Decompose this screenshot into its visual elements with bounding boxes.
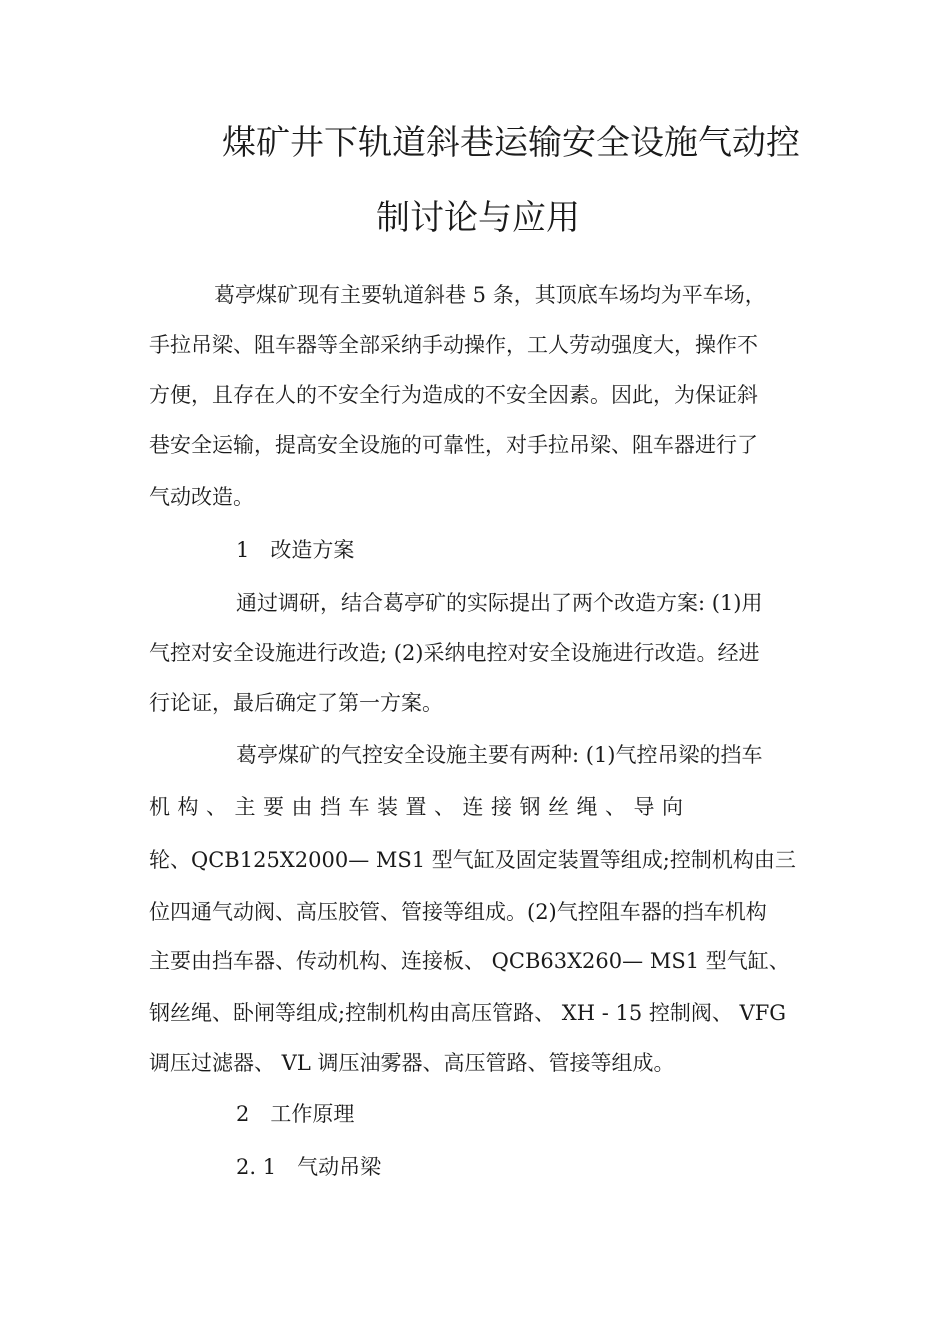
- paragraph-3-line-2: 机构、主要由挡车装置、连接钢丝绳、导向: [149, 795, 691, 819]
- section-heading-1: 1 改造方案: [236, 538, 355, 562]
- paragraph-1-line-5: 气动改造。: [149, 485, 254, 509]
- paragraph-1-line-2: 手拉吊梁、阻车器等全部采纳手动操作，工人劳动强度大，操作不: [149, 333, 758, 357]
- paragraph-1-line-3: 方便，且存在人的不安全行为造成的不安全因素。因此，为保证斜: [149, 383, 758, 407]
- subsection-heading-2-1: 2. 1 气动吊梁: [236, 1155, 382, 1179]
- paragraph-3-line-3: 轮、QCB125X2000— MS1 型气缸及固定装置等组成;控制机构由三: [149, 848, 796, 872]
- paragraph-2-line-3: 行论证，最后确定了第一方案。: [149, 691, 443, 715]
- document-title-line-1: 煤矿井下轨道斜巷运输安全设施气动控: [222, 123, 800, 163]
- paragraph-3-line-5: 主要由挡车器、传动机构、连接板、 QCB63X260— MS1 型气缸、: [149, 949, 790, 973]
- paragraph-3-line-6: 钢丝绳、卧闸等组成;控制机构由高压管路、 XH - 15 控制阀、 VFG: [149, 1001, 787, 1025]
- paragraph-3-line-7: 调压过滤器、 VL 调压油雾器、高压管路、管接等组成。: [149, 1051, 675, 1075]
- paragraph-2-line-1: 通过调研，结合葛亭矿的实际提出了两个改造方案: (1)用: [236, 591, 763, 615]
- section-heading-2: 2 工作原理: [236, 1102, 355, 1126]
- paragraph-2-line-2: 气控对安全设施进行改造; (2)采纳电控对安全设施进行改造。经进: [149, 641, 760, 665]
- paragraph-1-line-4: 巷安全运输，提高安全设施的可靠性，对手拉吊梁、阻车器进行了: [149, 433, 758, 457]
- document-title-line-2: 制讨论与应用: [376, 198, 580, 238]
- paragraph-1-line-1: 葛亭煤矿现有主要轨道斜巷 5 条，其顶底车场均为平车场，: [214, 283, 766, 307]
- paragraph-3-line-4: 位四通气动阀、高压胶管、管接等组成。(2)气控阻车器的挡车机构: [149, 900, 767, 924]
- paragraph-3-line-1: 葛亭煤矿的气控安全设施主要有两种: (1)气控吊梁的挡车: [236, 743, 763, 767]
